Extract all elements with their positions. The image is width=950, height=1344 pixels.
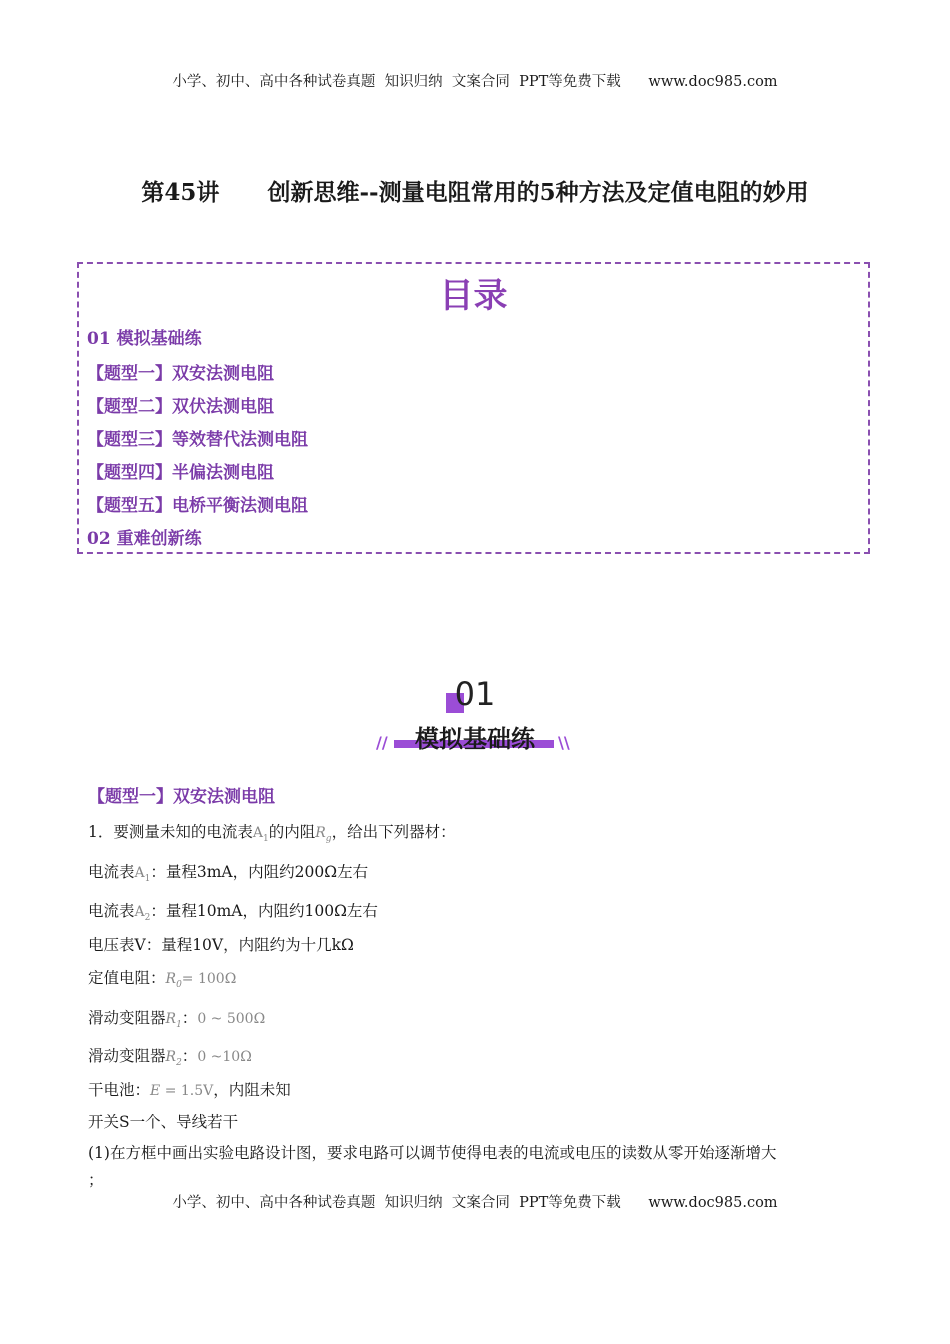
section-number: 01 <box>454 675 496 713</box>
section-label: 模拟基础练 <box>415 725 535 753</box>
toc-item-type-2[interactable]: 【题型二】双伏法测电阻 <box>87 397 274 417</box>
equipment-voltmeter: 电压表V：量程10V，内阻约为十几kΩ <box>88 936 354 954</box>
toc-item-innovation[interactable]: 02 重难创新练 <box>87 529 202 549</box>
symbol-rg: $R_g$ <box>315 825 332 844</box>
toc-item-type-4[interactable]: 【题型四】半偏法测电阻 <box>87 463 274 483</box>
symbol-r2: $R_2$ <box>165 1049 182 1068</box>
toc-item-type-5[interactable]: 【题型五】电桥平衡法测电阻 <box>87 496 308 516</box>
equipment-switch: 开关S一个、导线若干 <box>88 1113 239 1131</box>
symbol-r0: $R_0$ <box>165 971 182 990</box>
symbol-r1: $R_1$ <box>165 1011 182 1030</box>
left-slash-decoration: // <box>376 733 388 752</box>
question-intro: 1．要测量未知的电流表$A_1$的内阻$R_g$，给出下列器材： <box>88 823 456 844</box>
toc-item-type-1[interactable]: 【题型一】双安法测电阻 <box>87 364 274 384</box>
page-footer: 小学、初中、高中各种试卷真题 知识归纳 文案合同 PPT等免费下载 www.doc985.com <box>172 1195 778 1211</box>
symbol-a1: $A_1$ <box>252 825 269 844</box>
symbol-a2: $A_2$ <box>134 904 151 923</box>
toc-heading: 目录 <box>439 276 508 316</box>
equipment-r0: 定值电阻：$R_0= 100\Omega$ <box>88 969 237 990</box>
type-heading: 【题型一】双安法测电阻 <box>88 787 275 807</box>
toc-item-type-3[interactable]: 【题型三】等效替代法测电阻 <box>87 430 308 450</box>
toc-item-simulation-basics[interactable]: 01 模拟基础练 <box>87 329 202 349</box>
equipment-a2: 电流表$A_2$：量程10mA，内阻约100Ω左右 <box>88 902 378 923</box>
right-slash-decoration: \\ <box>558 733 570 752</box>
equipment-r2: 滑动变阻器$R_2$：0 ~10Ω <box>88 1047 252 1068</box>
symbol-a1: $A_1$ <box>134 865 151 884</box>
table-of-contents <box>77 262 870 554</box>
question-part-1-end: ； <box>88 1171 104 1189</box>
equipment-a1: 电流表$A_1$：量程3mA，内阻约200Ω左右 <box>88 863 369 884</box>
lecture-title: 第45讲 创新思维--测量电阻常用的5种方法及定值电阻的妙用 <box>141 179 809 206</box>
section-banner <box>370 675 580 755</box>
question-part-1: (1)在方框中画出实验电路设计图，要求电路可以调节使得电表的电流或电压的读数从零开始逐渐增大 <box>88 1144 777 1162</box>
page-header: 小学、初中、高中各种试卷真题 知识归纳 文案合同 PPT等免费下载 www.doc985.com <box>172 74 778 90</box>
symbol-e: E <box>150 1083 165 1099</box>
equipment-battery: 干电池：E = 1.5V，内阻未知 <box>88 1081 291 1099</box>
equipment-r1: 滑动变阻器$R_1$：0 ~ 500Ω <box>88 1009 266 1030</box>
